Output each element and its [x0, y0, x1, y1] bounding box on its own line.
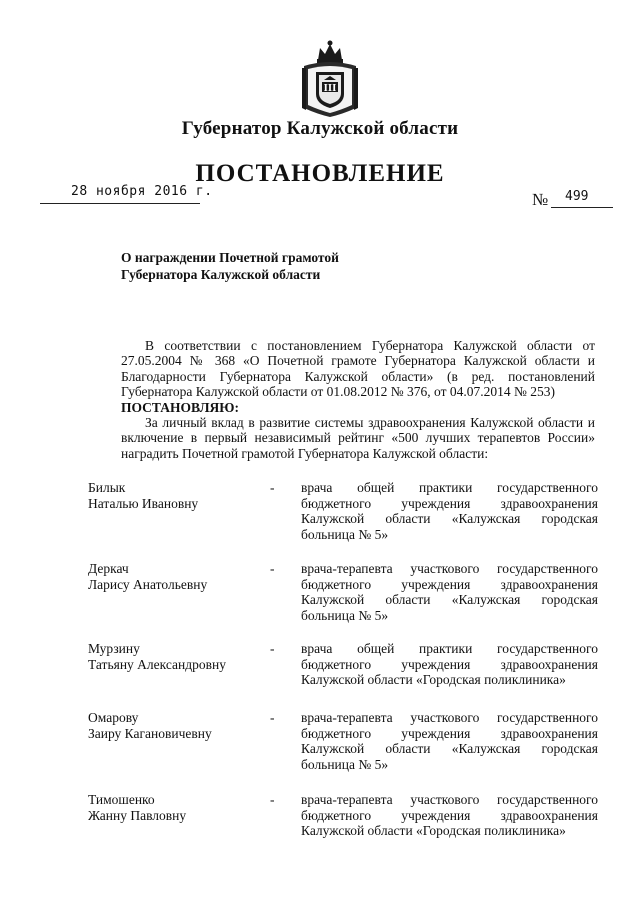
preamble-paragraph: В соответствии с постановлением Губернатора Калужской области от 27.05.2004 № 368 «О Почетной грамоте Губернатора Калужской области и Благодарности Губернатора Калужской области» (в ред. постановлений Губернатора Калужской области от 01.08.2012 № 376, от 04.07.2014 № 253) [121, 338, 595, 400]
awardee-name [88, 710, 263, 741]
awardee-name [88, 641, 263, 672]
awardee-surname: Мурзину [88, 641, 140, 656]
authority-title: Губернатор Калужской области [181, 118, 459, 139]
subject-line-1: О награждении Почетной грамотой [121, 250, 339, 265]
awardee-position: врача общей практики государственного бюджетного учреждения здравоохранения Калужской области «Калужская городская больница № 5» [301, 480, 598, 542]
awardee-surname: Деркач [88, 561, 129, 576]
intro-paragraph: За личный вклад в развитие системы здравоохранения Калужской области и включение в первый независимый рейтинг «500 лучших терапевтов России» наградить Почетной грамотой Губернатора Калужской области: [121, 415, 595, 461]
awardee-given-names: Наталью Ивановну [88, 495, 199, 511]
awardee-surname: Омарову [88, 710, 139, 725]
awardee-position: врача общей практики государственного бюджетного учреждения здравоохранения Калужской области «Городская поликлиника» [301, 641, 598, 687]
date-underline [40, 203, 200, 204]
awardee-position: врача-терапевта участкового государственного бюджетного учреждения здравоохранения Калужской области «Калужская городская больница № 5» [301, 710, 598, 772]
decree-word: ПОСТАНОВЛЯЮ: [121, 399, 239, 415]
awardee-dash: - [270, 792, 275, 807]
subject-line-2: Губернатора Калужской области [121, 267, 321, 282]
number-label: № [532, 190, 549, 209]
awardee-name [88, 480, 263, 511]
awardee-dash: - [270, 561, 275, 576]
awardee-given-names: Ларису Анатольевну [88, 576, 208, 592]
awardee-position: врача-терапевта участкового государственного бюджетного учреждения здравоохранения Калужской области «Городская поликлиника» [301, 792, 598, 838]
svg-text:III: III [323, 84, 337, 94]
coat-of-arms-icon [298, 38, 362, 120]
document-date: 28 ноября 2016 г. [71, 184, 213, 199]
document-type-heading: ПОСТАНОВЛЕНИЕ [195, 160, 445, 187]
number-underline [551, 207, 613, 208]
awardee-surname: Тимошенко [88, 792, 155, 807]
document-subject [121, 249, 339, 283]
awardee-dash: - [270, 641, 275, 656]
awardee-name [88, 561, 263, 592]
document-body [121, 338, 595, 461]
awardee-given-names: Жанну Павловну [88, 807, 187, 823]
awardee-name [88, 792, 263, 823]
awardee-position: врача-терапевта участкового государственного бюджетного учреждения здравоохранения Калужской области «Калужская городская больница № 5» [301, 561, 598, 623]
awardee-given-names: Татьяну Александровну [88, 656, 226, 672]
awardee-given-names: Заиру Кагановичевну [88, 725, 212, 741]
document-number: 499 [565, 189, 589, 204]
awardee-dash: - [270, 710, 275, 725]
awardee-surname: Билык [88, 480, 126, 495]
awardee-dash: - [270, 480, 275, 495]
